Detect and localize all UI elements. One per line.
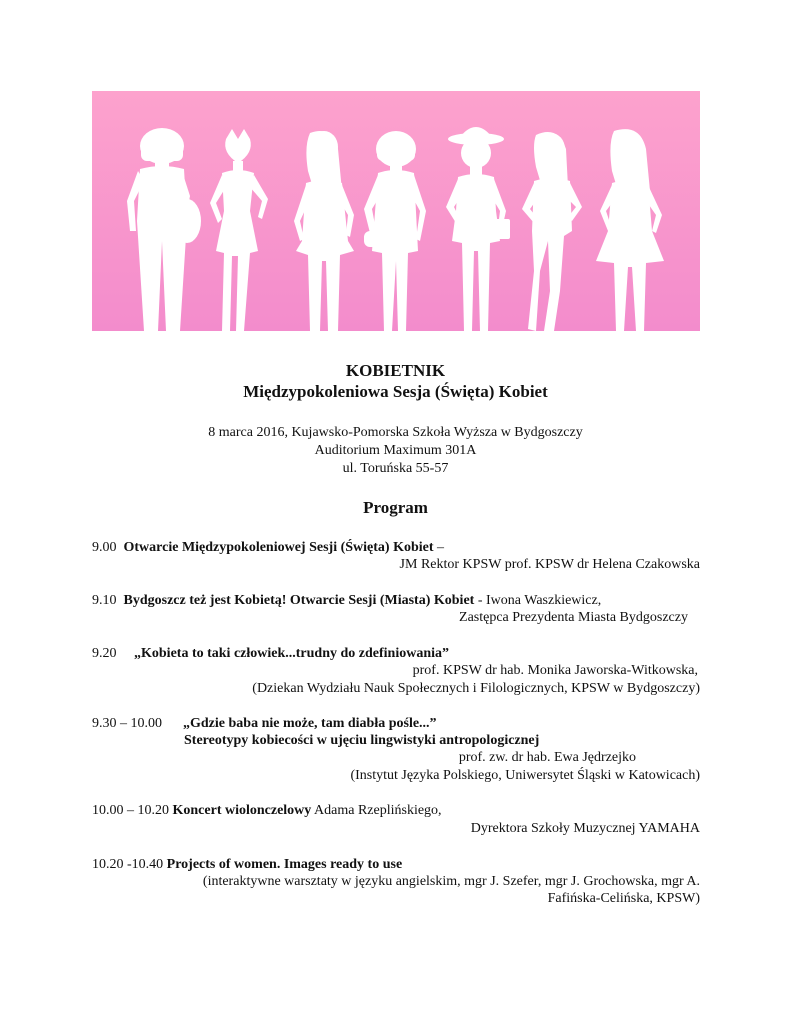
- program-item-speaker: Dyrektora Szkoły Muzycznej YAMAHA: [470, 821, 700, 836]
- event-address: ul. Toruńska 55-57: [342, 461, 449, 476]
- header-banner-image: [92, 91, 700, 331]
- program-item-speaker: prof. zw. dr hab. Ewa Jędrzejko: [458, 750, 636, 765]
- woman-silhouette-2: [210, 129, 268, 331]
- woman-silhouette-7: [596, 129, 664, 331]
- program-item-note: Fafińska-Celińska, KPSW): [547, 891, 700, 906]
- program-item-title: Koncert wiolonczelowy: [172, 803, 312, 818]
- program-item-speaker: JM Rektor KPSW prof. KPSW dr Helena Czakowska: [399, 557, 700, 572]
- woman-silhouette-6: [522, 132, 582, 331]
- woman-silhouette-5: [446, 127, 510, 331]
- page-title: KOBIETNIK: [345, 361, 446, 380]
- woman-silhouette-4: [364, 131, 426, 331]
- program-item-time: 10.20 -10.40: [92, 857, 164, 872]
- woman-silhouette-3: [294, 131, 354, 331]
- program-item-speaker: prof. KPSW dr hab. Monika Jaworska-Witkowska,: [412, 663, 698, 678]
- page-subtitle: Międzypokoleniowa Sesja (Święta) Kobiet: [243, 382, 548, 401]
- event-hall: Auditorium Maximum 301A: [314, 443, 477, 458]
- program-item-note: (interaktywne warsztaty w języku angielskim, mgr J. Szefer, mgr J. Grochowska, mgr A.: [202, 874, 700, 889]
- program-item-time: 9.20: [92, 646, 117, 661]
- program-item-1: [92, 539, 444, 556]
- program-item-affiliation: (Instytut Języka Polskiego, Uniwersytet Śląski w Katowicach): [350, 768, 700, 783]
- program-heading: Program: [363, 498, 428, 517]
- program-item-time: 9.30 – 10.00: [92, 716, 162, 731]
- program-item-time: 9.00: [92, 540, 117, 555]
- program-item-speaker: Zastępca Prezydenta Miasta Bydgoszczy: [459, 610, 688, 625]
- program-item-title: „Gdzie baba nie może, tam diabła pośle...”: [183, 716, 437, 731]
- program-item-3: [92, 645, 449, 662]
- program-item-subtitle: Stereotypy kobiecości w ujęciu lingwistyki antropologicznej: [184, 733, 540, 748]
- program-item-time: 10.00 – 10.20: [92, 803, 169, 818]
- program-item-title-suffix: –: [433, 540, 445, 555]
- program-item-title: Projects of women. Images ready to use: [166, 857, 403, 872]
- program-item-6: [92, 856, 402, 873]
- program-item-title: „Kobieta to taki człowiek...trudny do zdefiniowania”: [134, 646, 450, 661]
- event-date-place: 8 marca 2016, Kujawsko-Pomorska Szkoła Wyższa w Bydgoszczy: [208, 425, 583, 440]
- program-item-time: 9.10: [92, 593, 117, 608]
- program-item-title-suffix: Adama Rzeplińskiego,: [311, 803, 442, 818]
- program-item-affiliation: (Dziekan Wydziału Nauk Społecznych i Filologicznych, KPSW w Bydgoszczy): [252, 681, 700, 696]
- woman-silhouette-1: [127, 128, 201, 331]
- program-item-4: [92, 715, 437, 732]
- program-item-title: Otwarcie Międzypokoleniowej Sesji (Święta) Kobiet: [123, 540, 434, 555]
- program-item-title: Bydgoszcz też jest Kobietą! Otwarcie Sesji (Miasta) Kobiet: [123, 593, 475, 608]
- program-item-title-suffix: - Iwona Waszkiewicz,: [474, 593, 602, 608]
- program-item-5: [92, 802, 442, 819]
- program-item-2: [92, 592, 601, 609]
